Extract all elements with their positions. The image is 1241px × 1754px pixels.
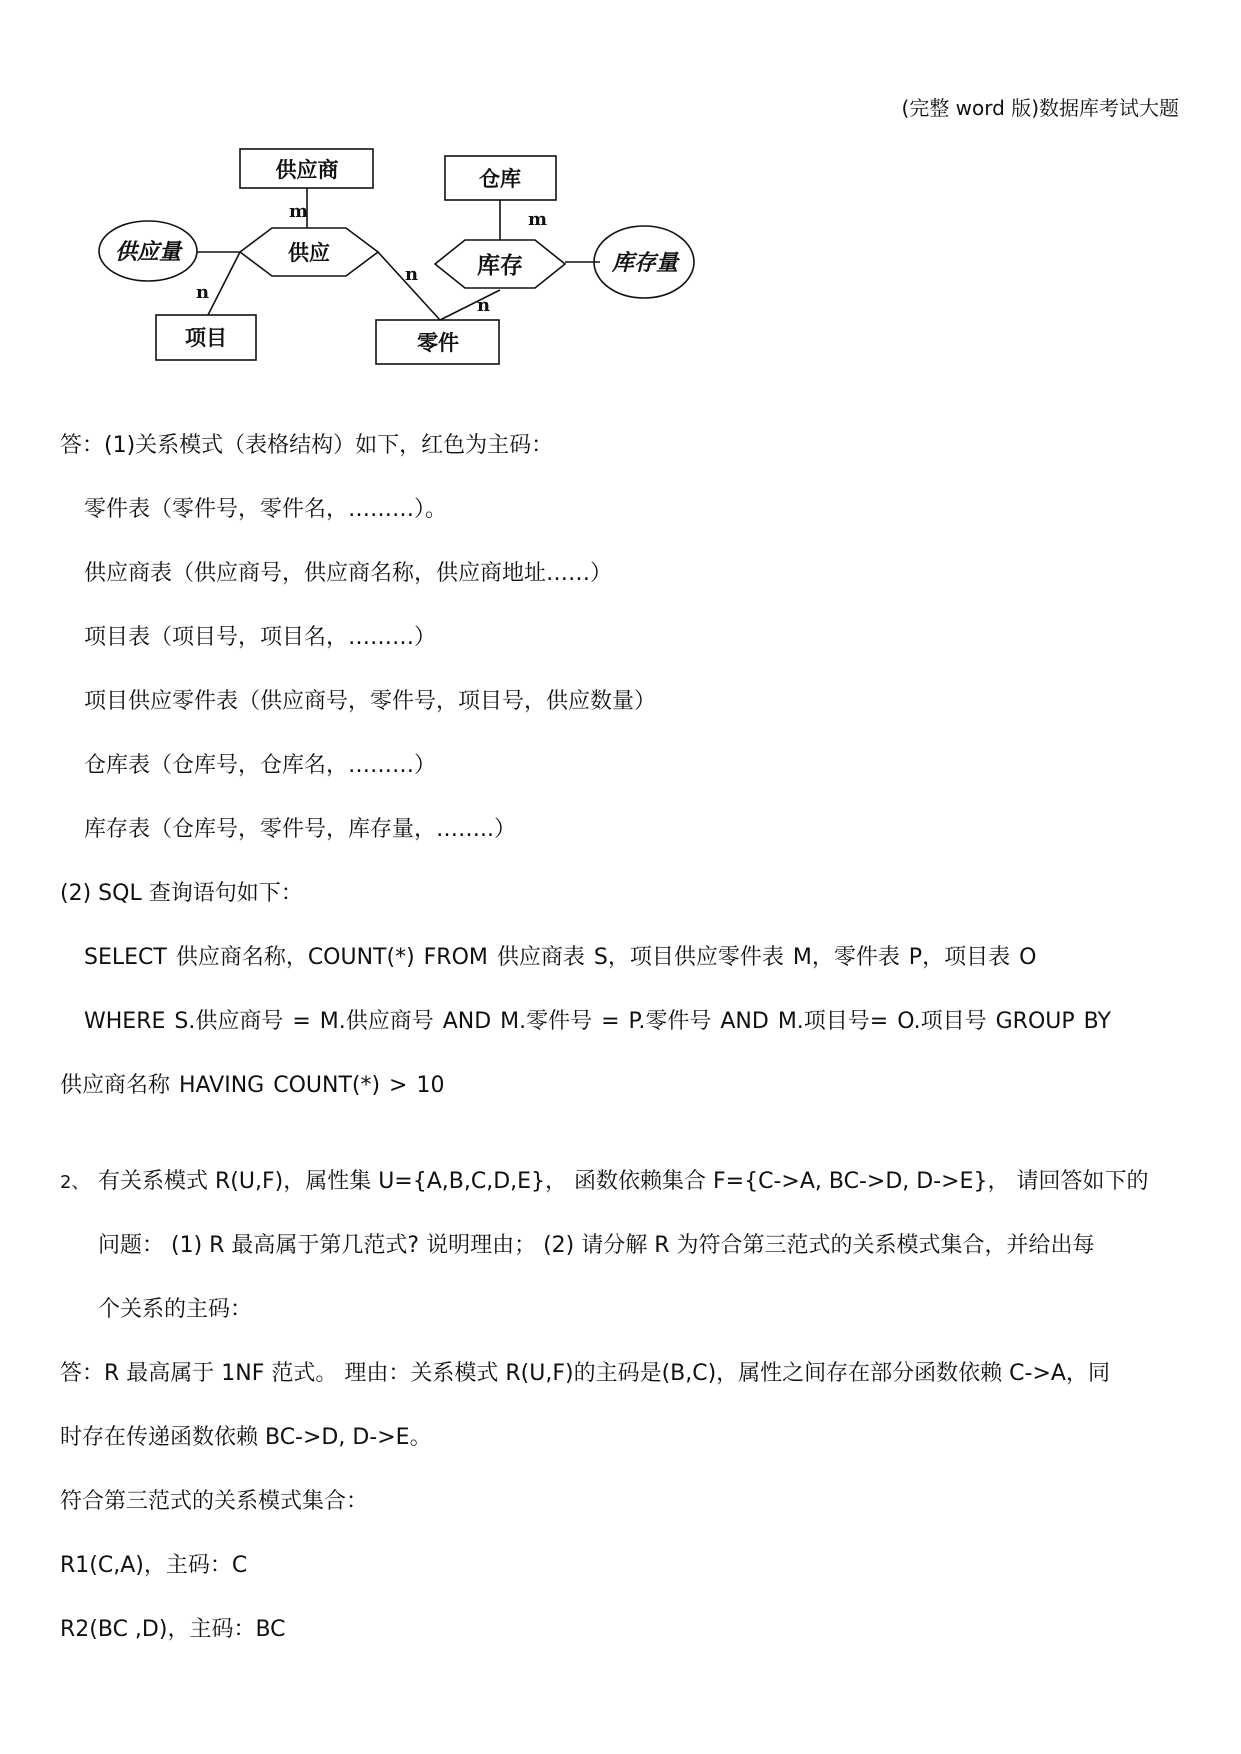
answer2-line: 时存在传递函数依赖 BC->D, D->E。 [60,1425,432,1450]
question2-line: 有关系模式 R(U,F)，属性集 U={A,B,C,D,E}， 函数依赖集合 F={C->A, BC->D, D->E}， 请回答如下的 [98,1169,1149,1194]
table-definition: 仓库表（仓库号，仓库名，………） [84,753,437,778]
page-header-title: (完整 word 版)数据库考试大题 [901,96,1179,120]
line-part-supply [378,252,440,320]
er-diagram [0,0,1241,400]
sql-line: 供应商名称 HAVING COUNT(*) > 10 [60,1073,445,1098]
table-definition: 零件表（零件号，零件名，………）。 [84,497,448,522]
entity-supplier-label: 供应商 [275,157,339,182]
answer1-intro: 答：(1)关系模式（表格结构）如下，红色为主码： [60,433,554,458]
attribute-supply-qty-label: 供应量 [114,239,182,265]
cardinality-warehouse-stock: m [528,209,548,230]
entity-part-label: 零件 [417,330,459,355]
question2-line: 个关系的主码： [98,1297,253,1322]
table-definition: 项目表（项目号，项目名，………） [84,625,437,650]
sql-line: WHERE S.供应商号 = M.供应商号 AND M.零件号 = P.零件号 AND M.项目号= O.项目号 GROUP BY [84,1009,1111,1034]
table-definition: 项目供应零件表（供应商号，零件号，项目号，供应数量） [84,689,657,714]
entity-project-label: 项目 [185,325,227,350]
cardinality-supplier-supply: m [289,201,309,222]
cardinality-part-supply: n [405,264,419,285]
answer2-line: R1(C,A)，主码：C [60,1553,248,1578]
answer2-line: 符合第三范式的关系模式集合： [60,1489,369,1514]
relationship-stock-label: 库存 [477,252,523,279]
cardinality-project-supply: n [196,282,210,303]
relationship-supply-label: 供应 [288,240,330,265]
table-definition: 库存表（仓库号，零件号，库存量，……..） [84,817,516,842]
answer2-line: 答：R 最高属于 1NF 范式。 理由：关系模式 R(U,F)的主码是(B,C)，属性之间存在部分函数依赖 C->A，同 [60,1361,1110,1386]
sql-line: SELECT 供应商名称，COUNT(*) FROM 供应商表 S，项目供应零件表 M，零件表 P，项目表 O [84,945,1037,970]
line-project-supply [208,252,240,315]
cardinality-part-stock: n [477,295,491,316]
entity-warehouse-label: 仓库 [479,166,521,191]
table-definition: 供应商表（供应商号，供应商名称，供应商地址……） [84,561,613,586]
question2-line: 问题： (1) R 最高属于第几范式? 说明理由； (2) 请分解 R 为符合第三范式的关系模式集合，并给出每 [98,1233,1095,1258]
attribute-stock-qty-label: 库存量 [611,250,679,276]
question2-number: 2、 [60,1172,90,1193]
line-part-stock [440,290,500,320]
sql-intro: (2) SQL 查询语句如下： [60,881,303,906]
answer2-line: R2(BC ,D)，主码：BC [60,1617,286,1642]
